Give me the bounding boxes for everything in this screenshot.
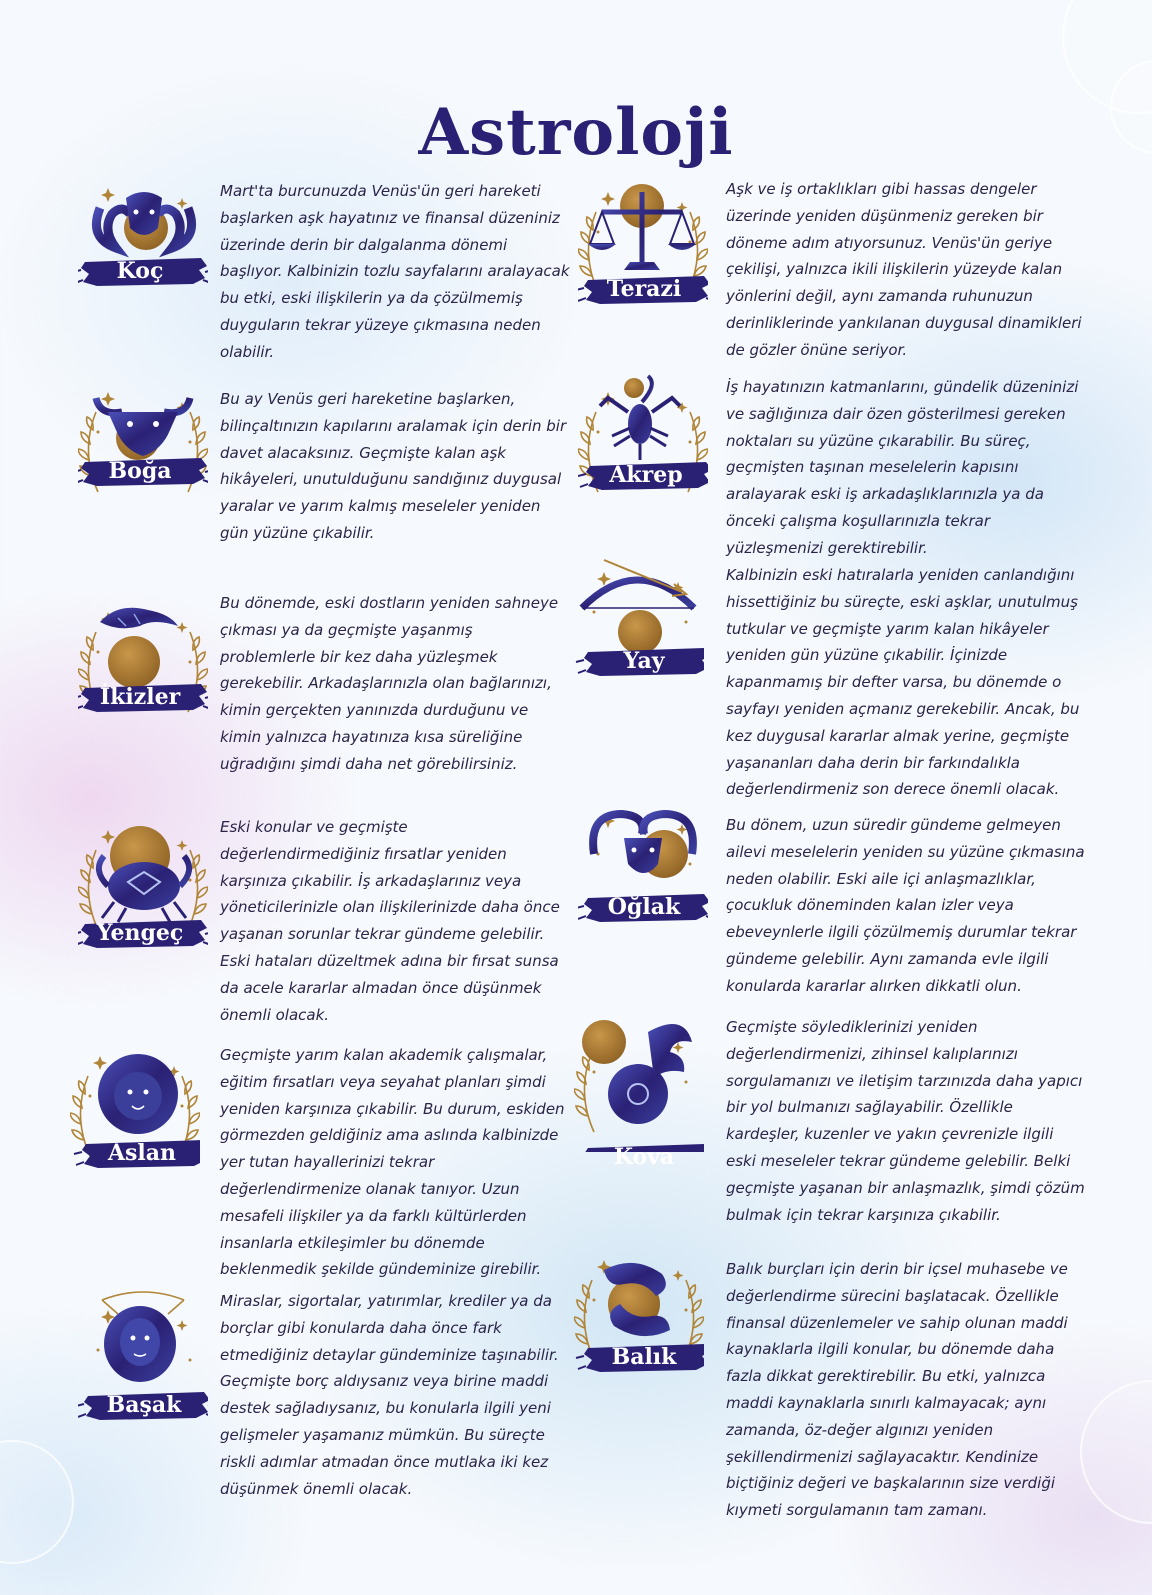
- bull-icon: [78, 372, 208, 512]
- sign-description: Aşk ve iş ortaklıkları gibi hassas dengeler üzerinde yeniden düşünmeniz gereken bir döneme adım atıyorsunuz. Venüs'ün geriye çekilişi, yalnızca ikili ilişkilerin yüzeyde kalan yönlerini değil, aynı zamanda ruhunuzun derinliklerinde yankılanan duygusal dinamikleri de gözler önüne seriyor.: [726, 180, 1082, 359]
- sign-label: Akrep: [609, 462, 683, 488]
- sign-description: Geçmişte söylediklerinizi yeniden değerlendirmenizi, zihinsel kalıplarınızı sorgulamanızı ve iletişim tarzınızda daha yapıcı bir yol bulmanızı sağlayabilir. Özellikle kardeşler, kuzenler ve yakın çevrenizle ilgili eski meseleler tekrar gündeme gelebilir. Belki geçmişte yaşanan bir anlaşmazlık, şimdi çözüm bulmak için tekrar karşınıza çıkabilir.: [726, 1018, 1085, 1224]
- sign-label: Boğa: [108, 458, 172, 484]
- sign-description: Geçmişte yarım kalan akademik çalışmalar, eğitim fırsatları veya seyahat planları şimdi yeniden karşınıza çıkabilir. Bu durum, eskiden görmezden geldiğiniz ama aslında kalbinizde yer tutan hayallerinizi tekrar değerlendirmenize olanak tanıyor. Uzun mesafeli ilişkiler ya da farklı kültürlerden insanlarla etkileşimler bu dönemde beklenmedik şekilde gündeminize girebilir.: [220, 1046, 565, 1279]
- sign-description: Bu ay Venüs geri hareketine başlarken, bilinçaltınızın kapılarını aralamak için derin bir davet alacaksınız. Geçmişte kalan aşk hikâyeleri, unutulduğunu sandığınız duygusal yaralar ve yarım kalmış meseleler yeniden gün yüzüne çıkabilir.: [220, 390, 567, 542]
- sign-label: Balık: [611, 1344, 677, 1370]
- sign-description: Eski konular ve geçmişte değerlendirmediğiniz fırsatlar yeniden karşınıza çıkabilir. İş arkadaşlarınız veya yöneticilerinizle olan ilişkilerinizde daha önce yaşanan sorunlar tekrar gündeme gelebilir. Eski hataları düzeltmek adına bir fırsat sunsa da acele kararlar almadan önce düşünmek önemli olacak.: [220, 818, 560, 1024]
- sign-label: Aslan: [107, 1140, 177, 1166]
- sign-label: İkizler: [99, 684, 181, 710]
- sign-label: Kova: [613, 1144, 675, 1170]
- sign-label: Başak: [106, 1392, 182, 1418]
- sign-description: İş hayatınızın katmanlarını, gündelik düzeninizi ve sağlığınıza dair özen gösterilmesi gereken noktaları su yüzüne çıkarabilir. Bu süreç, geçmişten taşınan meselelerin kapısını aralayarak eski iş arkadaşlıklarınızla ya da önceki çalışma koşullarınızla tekrar yüzleşmenizi gerektirebilir.: [726, 378, 1079, 557]
- ram-icon: [78, 168, 208, 308]
- sign-label: Yay: [623, 648, 665, 674]
- sign-description: Kalbinizin eski hatıralarla yeniden canlandığını hissettiğiniz bu süreçte, eski aşklar, unutulmuş tutkular ve geçmişte yarım kalan hikâyeler yeniden gün yüzüne çıkabilir. İçinizde kapanmamış bir defter varsa, bu dönemde o sayfayı yeniden açmanız gerekebilir. Ancak, bu kez duygusal kararlar almak yerine, geçmişte yaşananları daha derin bir farkındalıkla değerlendirmeniz son derece önemli olacak.: [726, 566, 1080, 799]
- sign-label: Koç: [116, 258, 164, 284]
- sign-description: Mart'ta burcunuzda Venüs'ün geri hareketi başlarken aşk hayatınız ve finansal düzeniniz üzerinde derin bir dalgalanma dönemi başlıyor. Kalbinizin tozlu sayfalarını aralayacak bu etki, eski ilişkilerin ya da çözülmemiş duyguların tekrar yüzeye çıkmasına neden olabilir.: [220, 182, 570, 361]
- sign-label: Oğlak: [607, 894, 681, 920]
- scorpion-icon: [578, 372, 708, 512]
- sign-description: Bu dönem, uzun süredir gündeme gelmeyen ailevi meselelerin yeniden su yüzüne çıkmasına neden olabilir. Eski aile içi anlaşmazlıklar, çocukluk döneminden kalan izler veya ebeveynlerle ilgili çözülmemiş durumlar tekrar gündeme gelebilir. Aynı zamanda evle ilgili konularda kararlar alırken dikkatli olun.: [726, 816, 1085, 995]
- sign-label: Yengeç: [96, 920, 184, 946]
- sign-label: Terazi: [606, 276, 682, 302]
- sign-description: Bu dönemde, eski dostların yeniden sahneye çıkması ya da geçmişte yaşanmış problemlerle bir kez daha yüzleşmek gerekebilir. Arkadaşlarınızla olan bağlarınızı, kimin gerçekten yanınızda durduğunu ve kimin yalnızca hayatınıza kısa süreliğine uğradığını şimdi daha net görebilirsiniz.: [220, 594, 559, 773]
- page-title: Astroloji: [418, 94, 734, 170]
- sign-description: Balık burçları için derin bir içsel muhasebe ve değerlendirme sürecini başlatacak. Özellikle finansal düzenlemeler ve sahip olunan maddi kaynaklarla ilgili konular, bu dönemde daha fazla dikkat gerektirebilir. Bu etki, yalnızca maddi kaynaklarla sınırlı kalmayacak; aynı zamanda, öz-değer algınızı yeniden şekillendirmenizi sağlayacaktır. Kendinize biçtiğiniz değeri ve başkalarının size verdiği kıymeti sorgulamanın tam zamanı.: [726, 1260, 1068, 1520]
- water-bearer-icon: [574, 1012, 704, 1152]
- sign-description: Miraslar, sigortalar, yatırımlar, krediler ya da borçlar gibi konularda daha önce fark etmediğiniz detaylar gündeminize taşınabilir. Geçmişte borç aldıysanız veya birine maddi destek sağladıysanız, bu konularla ilgili yeni gelişmeler yaşamanız mümkün. Bu süreçte riskli adımlar atmadan önce mutlaka iki kez düşünmek önemli olacak.: [220, 1292, 559, 1498]
